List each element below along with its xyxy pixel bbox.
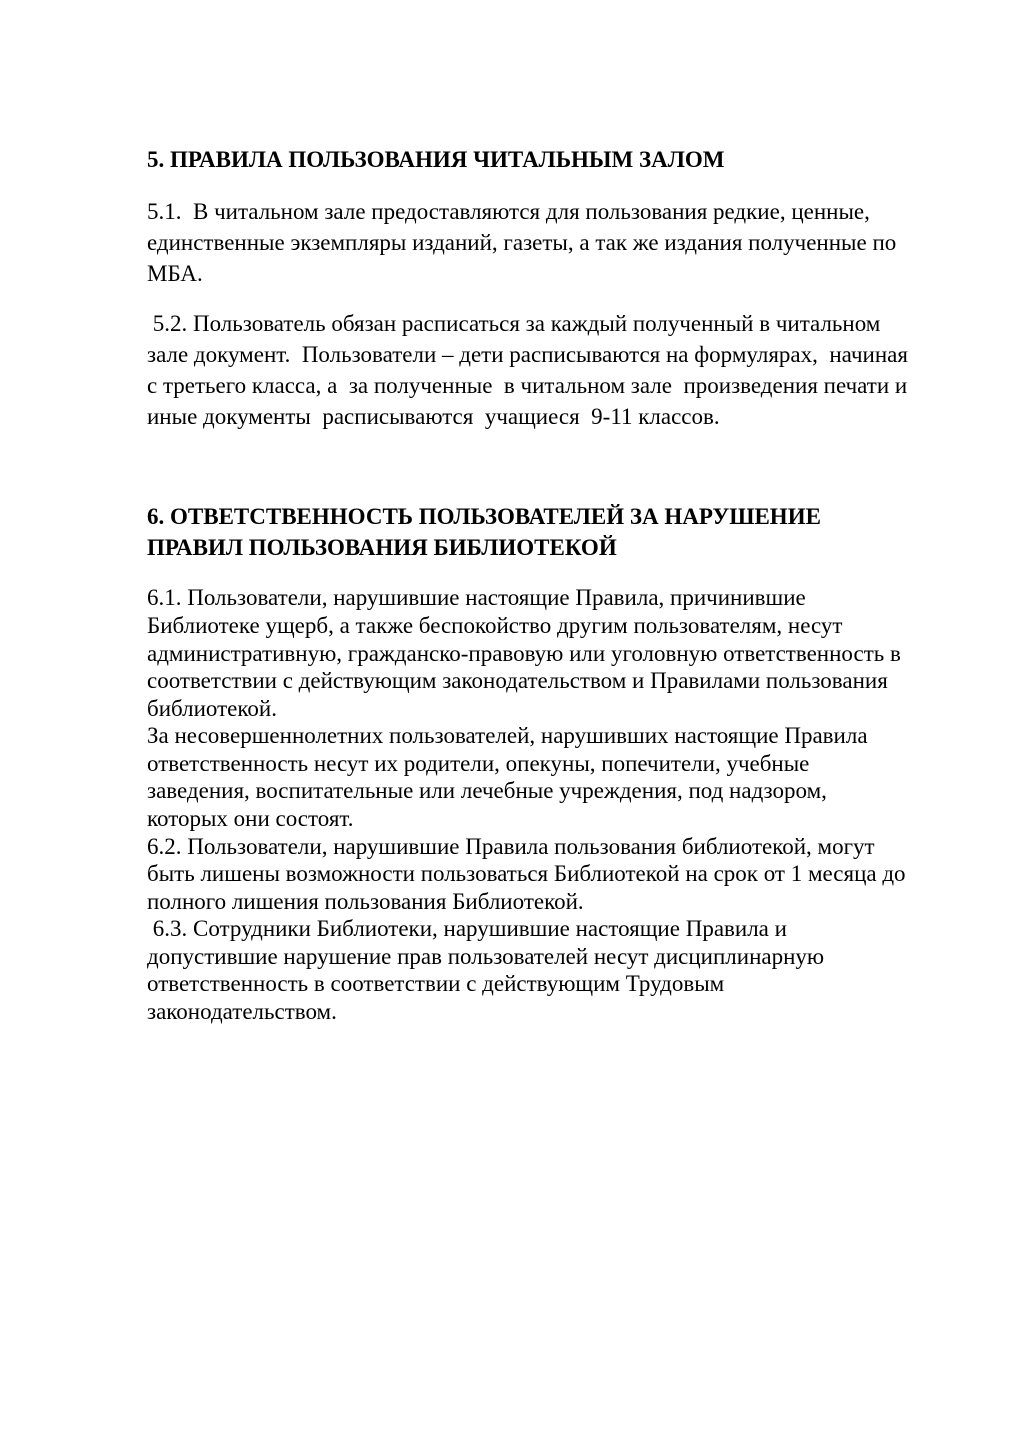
- section-6-line-5: библиотекой.: [147, 696, 277, 721]
- section-6-line-11: быть лишены возможности пользоваться Библиотекой на срок от 1 месяца до: [147, 861, 906, 886]
- paragraph-5-1-line-2: единственные экземпляры изданий, газеты, а так же издания полученные по: [147, 230, 897, 255]
- paragraph-5-2-line-3: с третьего класса, а за полученные в читальном зале произведения печати и: [147, 373, 908, 398]
- section-6-line-15: ответственность в соответствии с действующим Трудовым: [147, 971, 725, 996]
- paragraph-5-1-line-1: 5.1. В читальном зале предоставляются для пользования редкие, ценные,: [147, 199, 870, 224]
- section-6-line-10: 6.2. Пользователи, нарушившие Правила пользования библиотекой, могут: [147, 834, 875, 859]
- section-6-line-14: допустившие нарушение прав пользователей несут дисциплинарную: [147, 944, 825, 969]
- section-6-heading-line-2: ПРАВИЛ ПОЛЬЗОВАНИЯ БИБЛИОТЕКОЙ: [147, 535, 617, 560]
- section-6-line-3: административную, гражданско-правовую или уголовную ответственность в: [147, 641, 901, 666]
- section-6-line-7: ответственность несут их родители, опекуны, попечители, учебные: [147, 751, 810, 776]
- section-6-line-6: За несовершеннолетних пользователей, нарушивших настоящие Правила: [147, 723, 868, 748]
- section-6-heading-line-1: 6. ОТВЕТСТВЕННОСТЬ ПОЛЬЗОВАТЕЛЕЙ ЗА НАРУШЕНИЕ: [147, 504, 821, 529]
- paragraph-5-2-line-2: зале документ. Пользователи – дети расписываются на формулярах, начиная: [147, 342, 908, 367]
- section-6-line-12: полного лишения пользования Библиотекой.: [147, 889, 584, 914]
- section-6-line-1: 6.1. Пользователи, нарушившие настоящие Правила, причинившие: [147, 585, 806, 610]
- paragraph-5-1-line-3: МБА.: [147, 261, 203, 286]
- section-6-line-4: соответствии с действующим законодательством и Правилами пользования: [147, 668, 888, 693]
- paragraph-5-2-line-4: иные документы расписываются учащиеся 9-11 классов.: [147, 404, 720, 429]
- section-6-line-13: 6.3. Сотрудники Библиотеки, нарушившие настоящие Правила и: [147, 916, 787, 941]
- paragraph-5-2-line-1: 5.2. Пользователь обязан расписаться за каждый полученный в читальном: [147, 311, 881, 336]
- section-6-line-2: Библиотеке ущерб, а также беспокойство другим пользователям, несут: [147, 613, 843, 638]
- section-6-line-8: заведения, воспитательные или лечебные учреждения, под надзором,: [147, 778, 827, 803]
- section-6-line-16: законодательством.: [147, 999, 337, 1024]
- section-6-line-9: которых они состоят.: [147, 806, 354, 831]
- section-5-heading: 5. ПРАВИЛА ПОЛЬЗОВАНИЯ ЧИТАЛЬНЫМ ЗАЛОМ: [147, 147, 725, 172]
